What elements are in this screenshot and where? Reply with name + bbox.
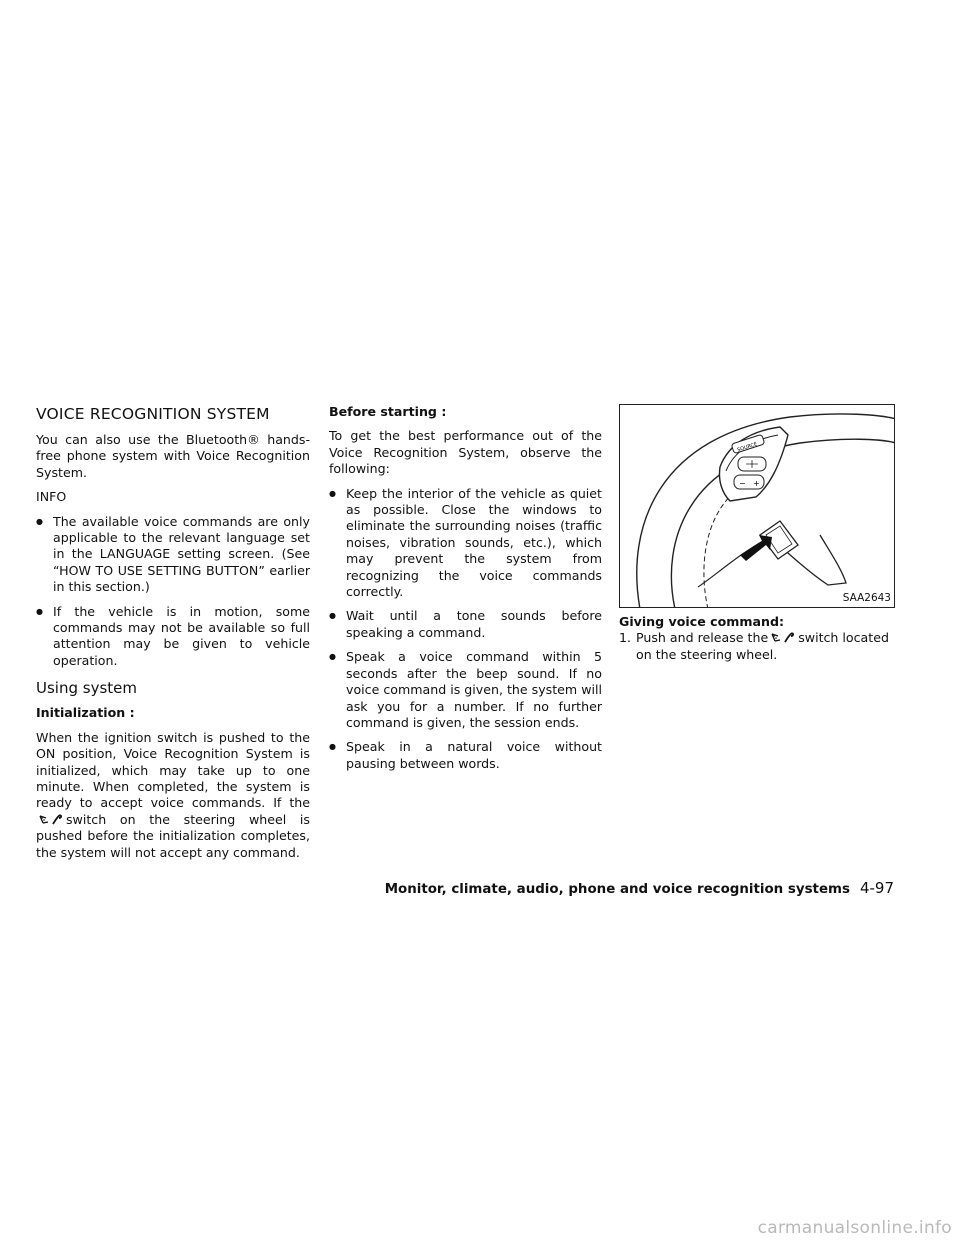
initialization-text-part-2: switch on the steering wheel is pushed before the initialization completes, the system will not accept any command. [36,811,310,860]
step-text-part-1: Push and release the [636,630,769,646]
column-middle [329,404,602,780]
minus-label: − [739,479,746,488]
list-item: ● The available voice commands are only applicable to the relevant language set in the LANGUAGE setting screen. (See “HOW TO USE SETTING BUTTON” earlier in this section.) [36,514,310,596]
before-starting-bullet-list [329,486,602,773]
list-item [619,630,895,663]
section-title: VOICE RECOGNITION SYSTEM [36,405,270,423]
step-text-part-2: switch located on the steering wheel. [636,630,889,662]
steps-list [619,630,895,663]
page-footer [0,879,894,897]
column-left [36,404,310,869]
initialization-paragraph [36,730,310,861]
initialization-text-part-1: When the ignition switch is pushed to the ON position, Voice Recognition System is initialized, which may take up to one minute. When completed, the system is ready to accept voice commands. If the [36,729,310,811]
list-item: ● Wait until a tone sounds before speaking a command. [329,608,602,641]
before-starting-intro: To get the best performance out of the Voice Recognition System, observe the following: [329,428,602,477]
step-number: 1. [619,630,632,646]
list-item: ● Speak in a natural voice without pausing between words. [329,739,602,772]
initialization-heading: Initialization : [36,705,135,721]
info-label: INFO [36,489,67,505]
giving-command-heading: Giving voice command: [619,614,784,629]
intro-paragraph: You can also use the Bluetooth® hands-free phone system with Voice Recognition System. [36,432,310,480]
watermark: carmanualsonline.info [757,1218,952,1238]
figure-code: SAA2643 [842,590,892,606]
list-item: ● If the vehicle is in motion, some commands may not be available so full attention may be given to vehicle operation. [36,604,310,670]
list-item: ● Speak a voice command within 5 seconds after the beep sound. If no voice command is given, the system will ask you for a number. If no further command is given, the session ends. [329,649,602,731]
plus-label: + [753,479,760,488]
subsection-title: Using system [36,679,137,698]
talk-switch-icon [38,813,64,825]
source-button-label: SOURCE [736,441,759,454]
list-item: ● Keep the interior of the vehicle as quiet as possible. Close the windows to eliminate the surrounding noises (traffic noises, vibration sounds, etc.), which may prevent the system from recognizing the voice commands correctly. [329,486,602,601]
before-starting-heading: Before starting : [329,404,447,419]
page-number: 4-97 [859,879,894,897]
talk-switch-icon [770,631,796,643]
steering-wheel-figure [619,404,895,608]
footer-title: Monitor, climate, audio, phone and voice recognition systems [384,882,850,897]
steering-wheel-illustration [620,405,895,608]
column-right [619,404,895,663]
info-bullet-list [36,514,310,670]
